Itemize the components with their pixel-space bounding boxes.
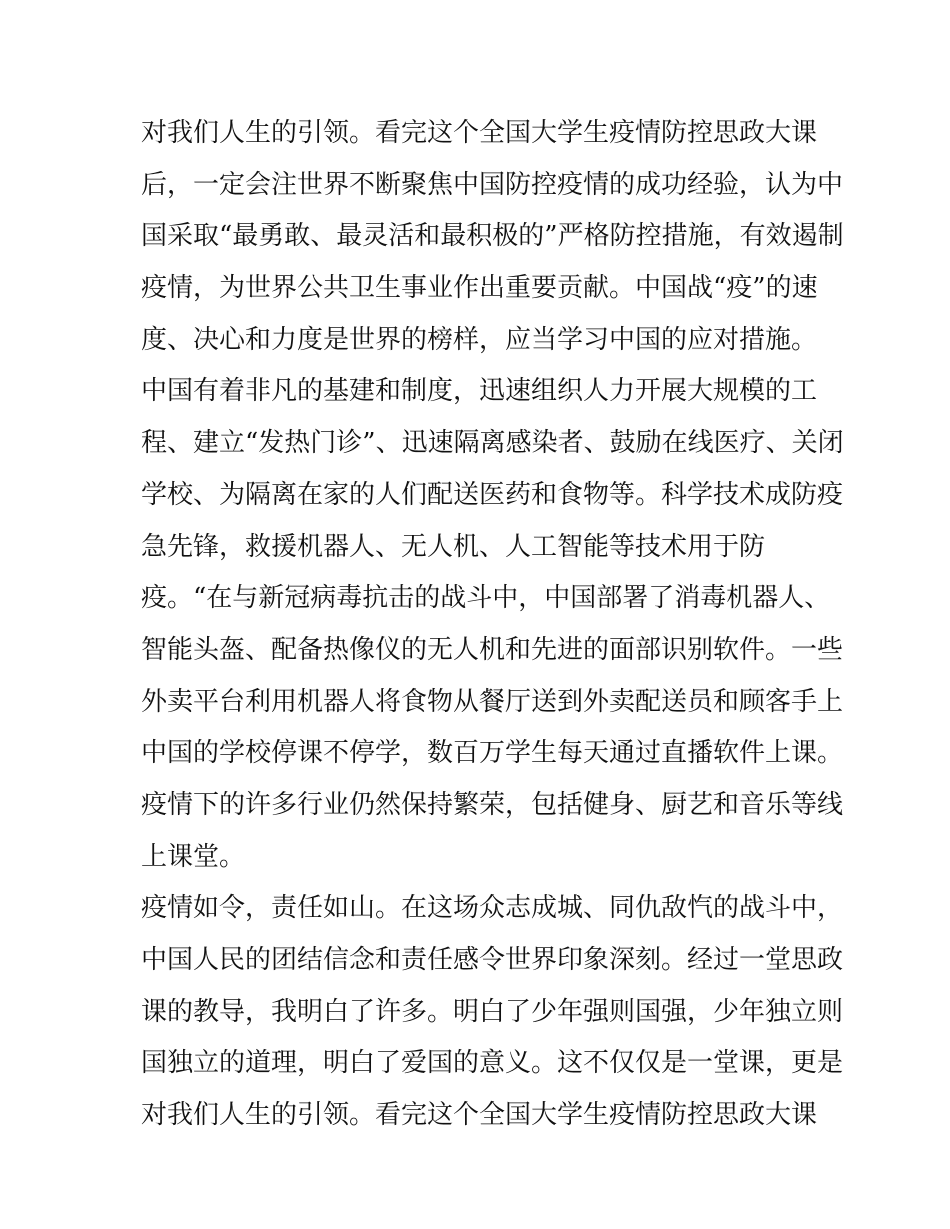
text-line: 疫情下的许多行业仍然保持繁荣，包括健身、厨艺和音乐等线 xyxy=(141,789,844,820)
text-line: 学校、为隔离在家的人们配送医药和食物等。科学技术成防疫 xyxy=(141,479,844,510)
text-line: 国独立的道理，明白了爱国的意义。这不仅仅是一堂课，更是 xyxy=(141,1048,844,1079)
text-line: 对我们人生的引领。看完这个全国大学生疫情防控思政大课 xyxy=(141,118,818,148)
text-line: 疫。“在与新冠病毒抗击的战斗中，中国部署了消毒机器人、 xyxy=(141,583,831,614)
text-line: 对我们人生的引领。看完这个全国大学生疫情防控思政大课 xyxy=(141,1100,818,1131)
text-line: 后，一定会注世界不断聚焦中国防控疫情的成功经验，认为中 xyxy=(141,169,844,200)
body-text xyxy=(141,108,844,1142)
text-line: 国采取“最勇敢、最灵活和最积极的”严格防控措施，有效遏制 xyxy=(141,221,844,252)
text-line: 上课堂。 xyxy=(141,841,246,872)
text-line: 急先锋，救援机器人、无人机、人工智能等技术用于防 xyxy=(141,531,766,562)
text-line: 中国人民的团结信念和责任感令世界印象深刻。经过一堂思政 xyxy=(141,945,844,975)
text-line: 程、建立“发热门诊”、迅速隔离感染者、鼓励在线医疗、关闭 xyxy=(141,428,844,459)
text-line: 外卖平台利用机器人将食物从餐厅送到外卖配送员和顾客手上 xyxy=(141,686,844,717)
text-line: 疫情，为世界公共卫生事业作出重要贡献。中国战“疫”的速 xyxy=(141,273,818,304)
text-line: 智能头盔、配备热像仪的无人机和先进的面部识别软件。一些 xyxy=(141,634,844,665)
text-line: 中国有着非凡的基建和制度，迅速组织人力开展大规模的工 xyxy=(141,376,818,407)
text-line: 课的教导，我明白了许多。明白了少年强则国强，少年独立则 xyxy=(141,996,844,1027)
text-line: 疫情如令，责任如山。在这场众志成城、同仇敌忾的战斗中， xyxy=(141,893,844,924)
text-line: 度、决心和力度是世界的榜样，应当学习中国的应对措施。 xyxy=(141,324,818,355)
text-line: 中国的学校停课不停学，数百万学生每天通过直播软件上课。 xyxy=(141,738,844,769)
